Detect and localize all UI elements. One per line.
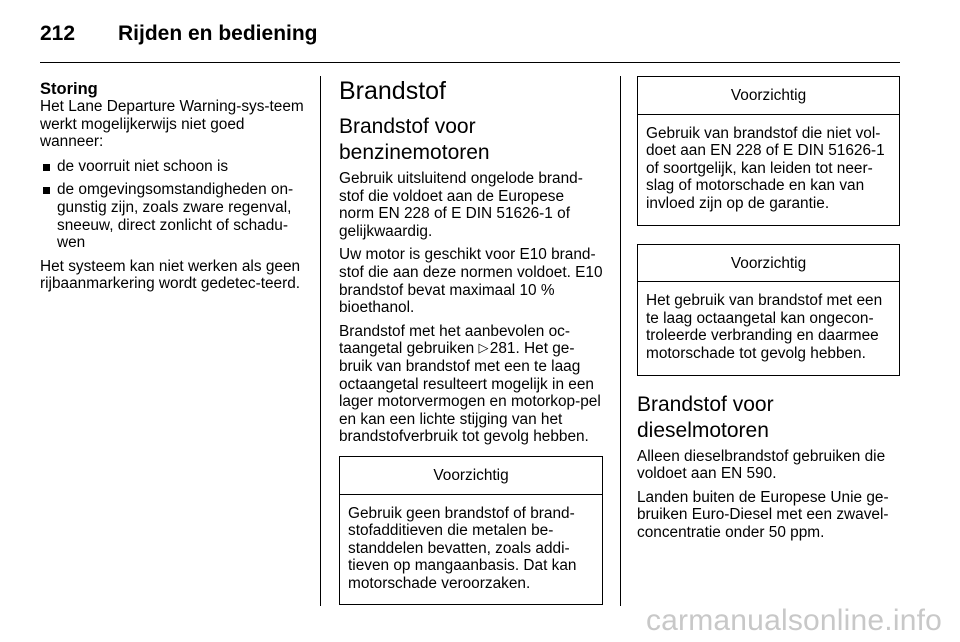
column-divider-1: [320, 76, 321, 606]
diesel-paragraph-2: Landen buiten de Europese Unie ge-bruiken Euro-Diesel met een zwavel-concentratie onder 50 ppm.: [637, 488, 889, 541]
caution-box: [637, 76, 900, 226]
page-reference-link[interactable]: 281: [489, 340, 516, 358]
list-item-text: de omgevingsomstandigheden on-gunstig zijn, zoals zware regenval, sneeuw, direct zonlicht of schadu-wen: [57, 181, 294, 252]
bullet-square-icon: [43, 164, 50, 171]
storing-bullet-list: [40, 158, 306, 252]
caution-title: Voorzichtig: [638, 77, 899, 115]
caution-text: Het gebruik van brandstof met een te laag octaangetal kan ongecon-troleerde verbranding en daarmee motorschade tot gevolg hebben.: [646, 292, 883, 362]
benzine-paragraph-3: [339, 323, 603, 446]
left-column: [40, 80, 306, 299]
section-title-brandstof: Brandstof: [339, 77, 447, 105]
caution-box: [637, 244, 900, 376]
diesel-paragraph-1: Alleen dieselbrandstof gebruiken die voldoet aan EN 590.: [637, 447, 886, 483]
page-number: 212: [40, 22, 76, 45]
right-column: [637, 76, 900, 548]
watermark: carmanualsonline.info: [645, 604, 942, 637]
page-reference-arrow-icon: ▷: [478, 340, 489, 356]
storing-intro: Het Lane Departure Warning-sys-teem werkt mogelijkerwijs niet goed wanneer:: [40, 98, 304, 151]
section-heading-storing: Storing: [40, 80, 98, 98]
paragraph-text: Brandstof met het aanbevolen oc-taangetal gebruiken: [339, 322, 571, 358]
list-item-text: de voorruit niet schoon is: [57, 157, 229, 175]
paragraph-text: . Het ge-bruik van brandstof met een te laag octaangetal resulteert mogelijk in een lager motorvermogen en motorkop-pel en kan een lichte stijging van het brandstofverbruik tot gevolg hebben.: [339, 340, 601, 446]
caution-text: Gebruik geen brandstof of brand-stofadditieven die metalen be-standdelen bevatten, zoals addi-tieven op mangaanbasis. Dat kan motorschade veroorzaken.: [348, 504, 577, 592]
bullet-square-icon: [43, 187, 50, 194]
caution-title: Voorzichtig: [638, 245, 899, 283]
caution-title: Voorzichtig: [340, 457, 602, 495]
storing-outro: Het systeem kan niet werken als geen rijbaanmarkering wordt gedetec-teerd.: [40, 257, 301, 293]
benzine-paragraph-1: Gebruik uitsluitend ongelode brand-stof die voldoet aan de Europese norm EN 228 of E DIN 51626-1 of gelijkwaardig.: [339, 170, 583, 240]
middle-column: [339, 76, 603, 615]
column-divider-2: [620, 76, 621, 606]
subsection-title-benzine: Brandstof voor benzinemotoren: [339, 115, 490, 164]
caution-text: Gebruik van brandstof die niet vol-doet aan EN 228 of E DIN 51626-1 of soortgelijk, kan leiden tot neer-slag of motorschade en kan van invloed zijn op de garantie.: [646, 124, 885, 212]
page-header: [40, 14, 318, 54]
chapter-title: Rijden en bediening: [118, 22, 318, 45]
caution-box: [339, 456, 603, 606]
list-item: [40, 158, 306, 176]
subsection-title-diesel: Brandstof voor dieselmotoren: [637, 392, 774, 442]
list-item: [40, 181, 306, 251]
benzine-paragraph-2: Uw motor is geschikt voor E10 brand-stof die aan deze normen voldoet. E10 brandstof bevat maximaal 10 % bioethanol.: [339, 246, 603, 317]
header-rule: [40, 62, 900, 63]
